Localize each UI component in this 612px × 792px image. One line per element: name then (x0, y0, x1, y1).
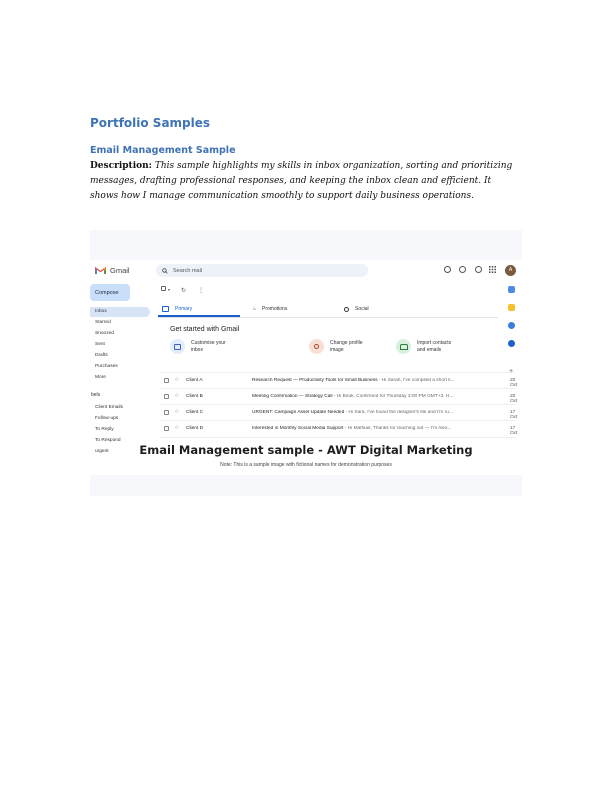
nav-item-snoozed[interactable]: Snoozed (95, 331, 114, 336)
tab-primary[interactable] (162, 306, 192, 312)
email-checkbox[interactable] (164, 410, 169, 415)
description-label: Description: (90, 161, 152, 171)
gmail-m-icon (95, 266, 106, 275)
email-sender: Client A (186, 378, 203, 383)
search-icon (162, 268, 168, 274)
compose-button[interactable]: Compose (90, 284, 130, 301)
email-date: 20 Oct (510, 378, 518, 388)
tag-icon: ⌂ (253, 306, 257, 312)
star-icon[interactable]: ☆ (174, 425, 180, 431)
screenshot-caption: Email Management sample - AWT Digital Marketing (139, 443, 473, 457)
description-text: This sample highlights my skills in inbox organization, sorting and prioritizing messages, drafting professional responses, and keeping the inbox clean and efficient. It shows how I manage communication smoothly to support daily business operations. (90, 161, 513, 201)
get-started-customise-line1: Customise your (191, 339, 226, 346)
get-started-import-line2: and emails (417, 346, 442, 353)
label-item-to-respond[interactable]: To Respond (95, 438, 121, 443)
tab-primary-indicator (158, 315, 240, 317)
star-icon[interactable]: ☆ (174, 409, 180, 415)
email-subject: Meeting Confirmation — Strategy Call (252, 394, 333, 399)
keep-icon[interactable] (508, 304, 515, 311)
inbox-icon (162, 306, 169, 312)
email-subject: Interested in Monthly Social Media Support (252, 426, 344, 431)
email-sender: Client D (186, 426, 204, 431)
tasks-icon[interactable] (508, 322, 515, 329)
email-snippet: - Hi Sara, I've found the designer's file and I'm ru... (344, 410, 453, 415)
inbox-tabs (158, 303, 498, 318)
email-message (252, 394, 504, 399)
gmail-app-name: Gmail (110, 266, 130, 275)
email-row[interactable] (160, 388, 518, 405)
get-started-import-line1: Import contacts (417, 339, 452, 346)
nav-item-sent[interactable]: Sent (95, 342, 105, 347)
tab-primary-label: Primary (175, 306, 193, 312)
email-snippet: - Hi Sarah, I've compiled a short li... (377, 378, 455, 383)
email-message (252, 378, 504, 383)
tab-social-label: Social (355, 306, 369, 312)
description (90, 159, 520, 204)
nav-item-drafts[interactable]: Drafts (95, 353, 108, 358)
email-checkbox[interactable] (164, 394, 169, 399)
help-icon[interactable] (444, 266, 451, 273)
contacts-icon[interactable] (508, 340, 515, 347)
email-checkbox[interactable] (164, 378, 169, 383)
profile-image-icon (309, 339, 324, 354)
avatar[interactable]: A (505, 265, 516, 276)
more-options-icon[interactable]: ⋮ (198, 288, 204, 294)
get-started-customise[interactable] (170, 339, 235, 354)
label-item-follow-ups[interactable]: Follow-ups (95, 416, 119, 421)
email-checkbox[interactable] (164, 426, 169, 431)
gmail-screenshot (90, 230, 522, 496)
label-item-to-reply[interactable]: To Reply (95, 427, 114, 432)
nav-item-purchases[interactable]: Purchases (95, 364, 118, 369)
nav-item-starred[interactable]: Starred (95, 320, 111, 325)
select-all-checkbox[interactable] (161, 286, 166, 291)
labels-heading: bels (91, 392, 101, 398)
social-icon (344, 307, 349, 312)
subsection-title: Email Management Sample (90, 145, 236, 156)
email-date: 20 Oct (510, 394, 518, 404)
star-icon[interactable]: ☆ (174, 393, 180, 399)
get-started-profile[interactable] (309, 339, 374, 354)
select-dropdown-icon[interactable]: ▾ (168, 287, 171, 292)
tab-social[interactable] (344, 306, 369, 312)
tab-promotions-label: Promotions (262, 306, 288, 312)
import-contacts-icon (396, 339, 411, 354)
get-started-profile-line1: Change profile (330, 339, 363, 346)
get-started-profile-line2: image (330, 346, 344, 353)
label-item-urgent[interactable]: urgent (95, 449, 109, 454)
get-started-import[interactable] (396, 339, 461, 354)
email-row[interactable] (160, 372, 518, 389)
email-subject: Research Request — Productivity Tools for Small Business (252, 378, 378, 383)
email-row[interactable] (160, 420, 518, 438)
gemini-icon[interactable] (475, 266, 482, 273)
screenshot-note: Note: This is a sample image with fictional names for demonstration purposes (220, 462, 392, 468)
nav-item-more[interactable]: More (95, 375, 106, 380)
add-addon-icon[interactable]: + (509, 368, 514, 375)
label-item-client-emails[interactable]: Client Emails (95, 405, 123, 410)
search-input[interactable] (156, 264, 368, 277)
settings-icon[interactable] (459, 266, 466, 273)
refresh-icon[interactable]: ↻ (181, 288, 187, 294)
email-row[interactable] (160, 404, 518, 421)
email-date: 17 Oct (510, 426, 518, 436)
star-icon[interactable]: ☆ (174, 377, 180, 383)
apps-grid-icon[interactable] (489, 266, 496, 273)
email-sender: Client B (186, 394, 203, 399)
search-placeholder: Search mail (173, 267, 203, 274)
nav-item-inbox[interactable]: Inbox (90, 307, 150, 317)
email-message (252, 410, 504, 415)
email-message (252, 426, 504, 431)
section-title: Portfolio Samples (90, 116, 211, 130)
gmail-logo (95, 266, 130, 275)
get-started-customise-line2: inbox (191, 346, 203, 353)
tab-promotions[interactable] (253, 306, 287, 312)
email-date: 17 Oct (510, 410, 518, 420)
email-snippet: - Hi Biruk, Confirmed for Thursday 3:00 PM GMT+3. H... (332, 394, 454, 399)
calendar-icon[interactable] (508, 286, 515, 293)
customise-icon (170, 339, 185, 354)
get-started-title: Get started with Gmail (170, 326, 240, 333)
email-snippet: - Hi Mathias, Thanks for reaching out — I'm Alex... (343, 426, 452, 431)
email-sender: Client C (186, 410, 204, 415)
email-subject: URGENT: Campaign Asset Update Needed (252, 410, 345, 415)
